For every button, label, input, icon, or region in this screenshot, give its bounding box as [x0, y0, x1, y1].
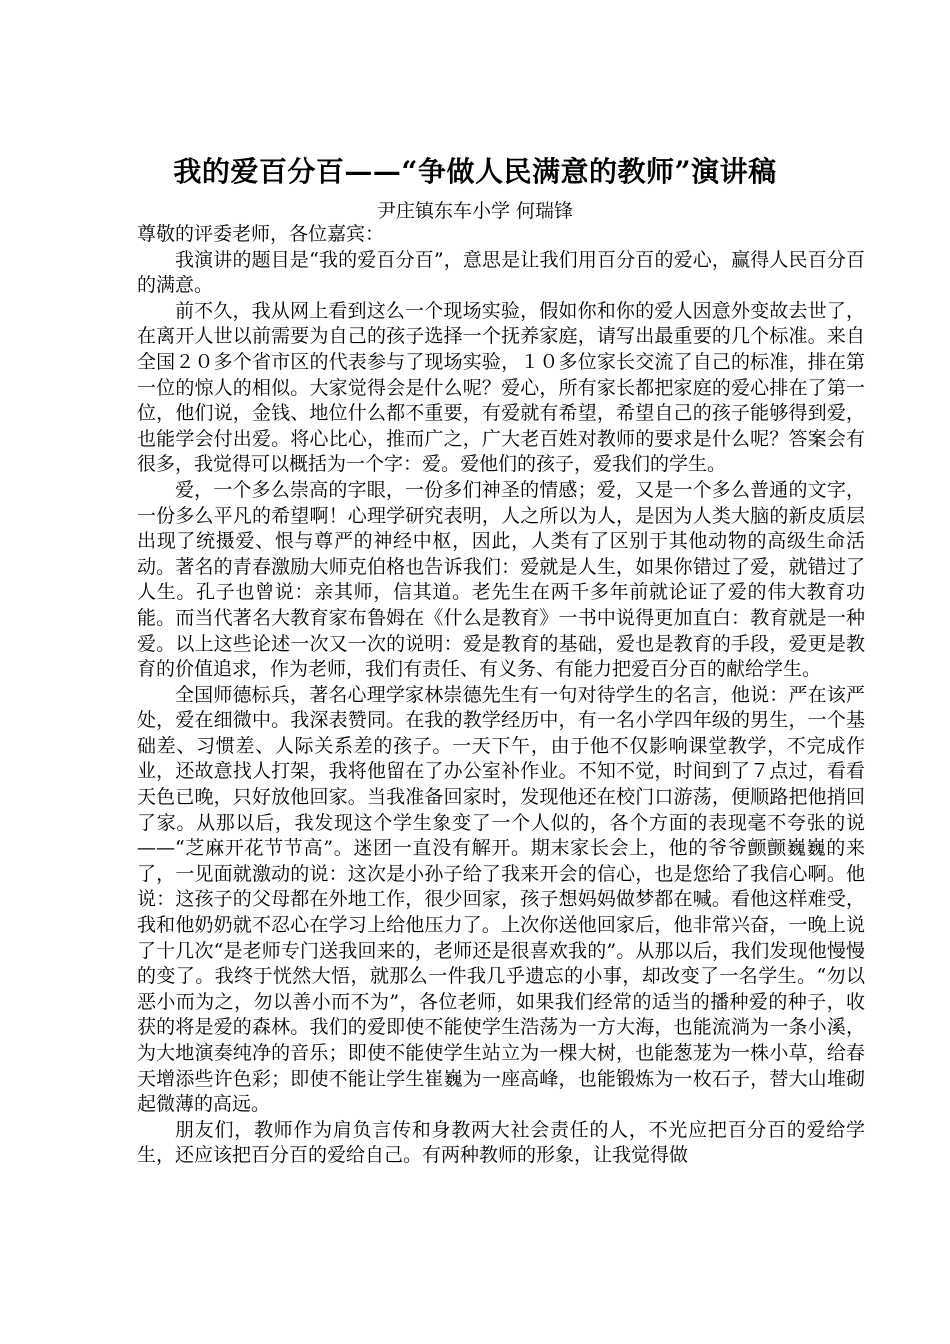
paragraph: 爱，一个多么崇高的字眼，一份多们神圣的情感；爱，又是一个多么普通的文字，一份多么平凡的希望啊！心理学研究表明，人之所以为人，是因为人类大脑的新皮质层出现了统摄爱、恨与尊严的神经中枢，因此，人类有了区别于其他动物的高级生命活动。著名的青春激励大师克伯格也告诉我们：爱就是人生，如果你错过了爱，就错过了人生。孔子也曾说：亲其师，信其道。老先生在两千多年前就论证了爱的伟大教育功能。而当代著名大教育家布鲁姆在《什么是教育》一书中说得更加直白：教育就是一种爱。以上这些论述一次又一次的说明：爱是教育的基础，爱也是教育的手段，爱更是教育的价值追求，作为老师，我们有责任、有义务、有能力把爱百分百的献给学生。: [137, 478, 865, 681]
paragraph: 全国师德标兵，著名心理学家林崇德先生有一句对待学生的名言，他说：严在该严处，爱在细微中。我深表赞同。在我的教学经历中，有一名小学四年级的男生，一个基础差、习惯差、人际关系差的孩子。一天下午，由于他不仅影响课堂教学，不完成作业，还故意找人打架，我将他留在了办公室补作业。不知不觉，时间到了７点过，看看天色已晚，只好放他回家。当我准备回家时，发现他还在校门口游荡，便顺路把他捎回了家。从那以后，我发现这个学生象变了一个人似的，各个方面的表现毫不夸张的说——“芝麻开花节节高”。迷团一直没有解开。期末家长会上，他的爷爷颤颤巍巍的来了，一见面就激动的说：这次是小孙子给了我来开会的信心，也是您给了我信心啊。他说：这孩子的父母都在外地工作，很少回家，孩子想妈妈做梦都在喊。看他这样难受，我和他奶奶就不忍心在学习上给他压力了。上次你送他回家后，他非常兴奋，一晚上说了十几次“是老师专门送我回来的，老师还是很喜欢我的”。从那以后，我们发现他慢慢的变了。我终于恍然大悟，就那么一件我几乎遗忘的小事，却改变了一名学生。“勿以恶小而为之，勿以善小而不为”，各位老师，如果我们经常的适当的播种爱的种子，收获的将是爱的森林。我们的爱即使不能使学生浩荡为一方大海，也能流淌为一条小溪，为大地演奏纯净的音乐；即使不能使学生站立为一棵大树，也能葱茏为一株小草，给春天增添些许色彩；即使不能让学生崔巍为一座高峰，也能锻炼为一枚石子，替大山堆砌起微薄的高远。: [137, 683, 865, 1116]
paragraph: 我演讲的题目是“我的爱百分百”，意思是让我们用百分百的爱心，赢得人民百分百的满意。: [137, 248, 865, 297]
salutation: 尊敬的评委老师，各位嘉宾：: [137, 223, 385, 245]
paragraph: 前不久，我从网上看到这么一个现场实验，假如你和你的爱人因意外变故去世了，在离开人世以前需要为自己的孩子选择一个抚养家庭，请写出最重要的几个标准。来自全国２０多个省市区的代表参与了现场实验，１０多位家长交流了自己的标准，排在第一位的惊人的相似。大家觉得会是什么呢？爱心，所有家长都把家庭的爱心排在了第一位，他们说，金钱、地位什么都不重要，有爱就有希望，希望自己的孩子能够得到爱，也能学会付出爱。将心比心，推而广之，广大老百姓对教师的要求是什么呢？答案会有很多，我觉得可以概括为一个字：爱。爱他们的孩子，爱我们的学生。: [137, 299, 865, 476]
speech-body: [137, 222, 865, 1169]
document-title: 我的爱百分百——“争做人民满意的教师”演讲稿: [173, 155, 777, 188]
author-byline: 尹庄镇东车小学 何瑞锋: [376, 200, 574, 222]
paragraph: 朋友们，教师作为肩负言传和身教两大社会责任的人，不光应把百分百的爱给学生，还应该把百分百的爱给自己。有两种教师的形象，让我觉得做: [137, 1118, 865, 1167]
